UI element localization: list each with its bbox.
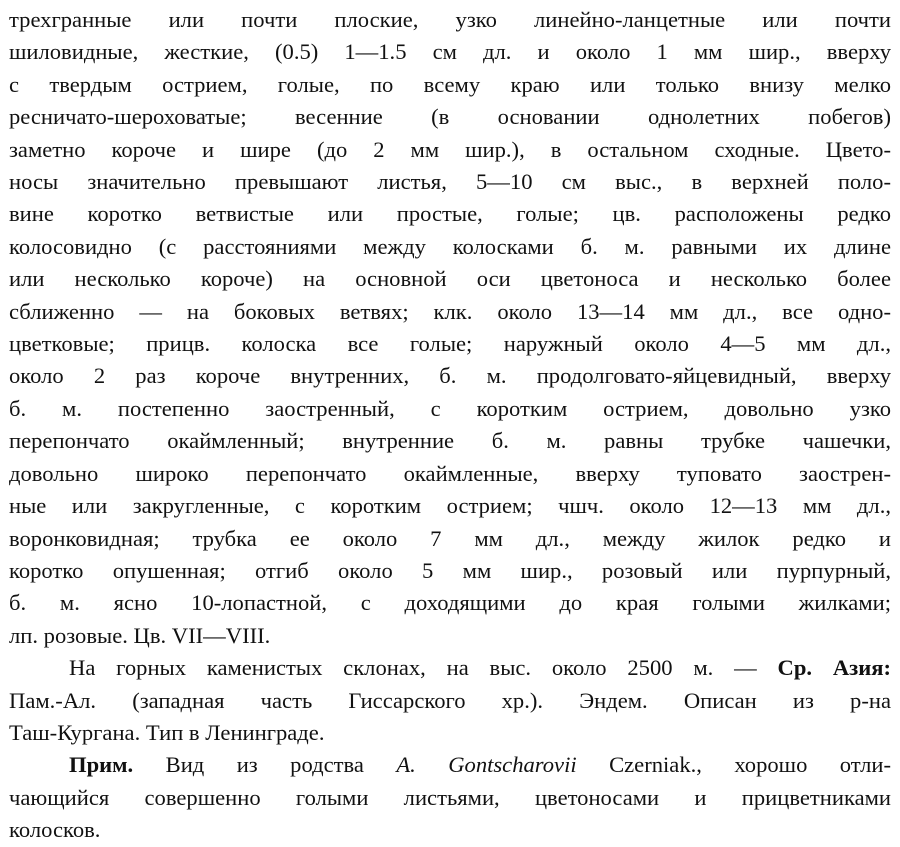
text-line: цветковые; прицв. колоска все голые; наружный около 4—5 мм дл.,: [9, 331, 891, 357]
habitat-paragraph: [9, 652, 891, 749]
text-line: перепончато окаймленный; внутренние б. м. равны трубке чашечки,: [9, 428, 891, 454]
text-line: б. м. ясно 10-лопастной, с доходящими до края голыми жилками;: [9, 590, 891, 616]
note-text: Вид из родства: [133, 752, 397, 778]
text-line: лп. розовые. Цв. VII—VIII.: [9, 622, 271, 648]
habitat-first-line: [9, 652, 891, 684]
note-label: Прим.: [69, 752, 134, 778]
text-line: б. м. постепенно заостренный, с коротким острием, довольно узко: [9, 395, 891, 421]
text-line: довольно широко перепончато окаймленные, вверху туповато заострен-: [9, 460, 891, 486]
note-text-after: Czerniak., хорошо отли-: [576, 752, 891, 778]
text-line: носы значительно превышают листья, 5—10 см выс., в верхней поло-: [9, 169, 891, 195]
note-first-line: [9, 749, 891, 781]
text-line: коротко опушенная; отгиб около 5 мм шир., розовый или пурпурный,: [9, 557, 891, 583]
habitat-text: На горных каменистых склонах, на выс. около 2500 м. —: [69, 655, 778, 681]
text-line: заметно короче и шире (до 2 мм шир.), в остальном сходные. Цвето-: [9, 136, 891, 162]
text-line: воронковидная; трубка ее около 7 мм дл., между жилок редко и: [9, 525, 891, 551]
text-line: около 2 раз короче внутренних, б. м. продолговато-яйцевидный, вверху: [9, 363, 891, 389]
text-line: колосовидно (с расстояниями между колосками б. м. равными их длине: [9, 233, 891, 259]
note-paragraph: [9, 749, 891, 846]
species-name: A. Gontscharovii: [396, 752, 577, 778]
text-line: или несколько короче) на основной оси цветоноса и несколько более: [9, 266, 891, 292]
text-line: чающийся совершенно голыми листьями, цветоносами и прицветниками: [9, 784, 891, 810]
text-line: ресничато-шероховатые; весенние (в основании однолетних побегов): [9, 104, 891, 130]
description-paragraph: [9, 4, 891, 652]
text-line: Таш-Кургана. Тип в Ленинграде.: [9, 719, 325, 745]
text-line: сближенно — на боковых ветвях; клк. около 13—14 мм дл., все одно-: [9, 298, 891, 324]
text-line: вине коротко ветвистые или простые, голые; цв. расположены редко: [9, 201, 891, 227]
region-label: Ср. Азия:: [777, 655, 891, 681]
text-line: с твердым острием, голые, по всему краю или только внизу мелко: [9, 71, 891, 97]
text-line: Пам.-Ал. (западная часть Гиссарского хр.). Эндем. Описан из р-на: [9, 687, 891, 713]
text-line: колосков.: [9, 817, 101, 843]
text-line: шиловидные, жесткие, (0.5) 1—1.5 см дл. и около 1 мм шир., вверху: [9, 39, 891, 65]
text-line: ные или закругленные, с коротким острием; чшч. около 12—13 мм дл.,: [9, 493, 891, 519]
text-line: трехгранные или почти плоские, узко линейно-ланцетные или почти: [9, 7, 891, 32]
